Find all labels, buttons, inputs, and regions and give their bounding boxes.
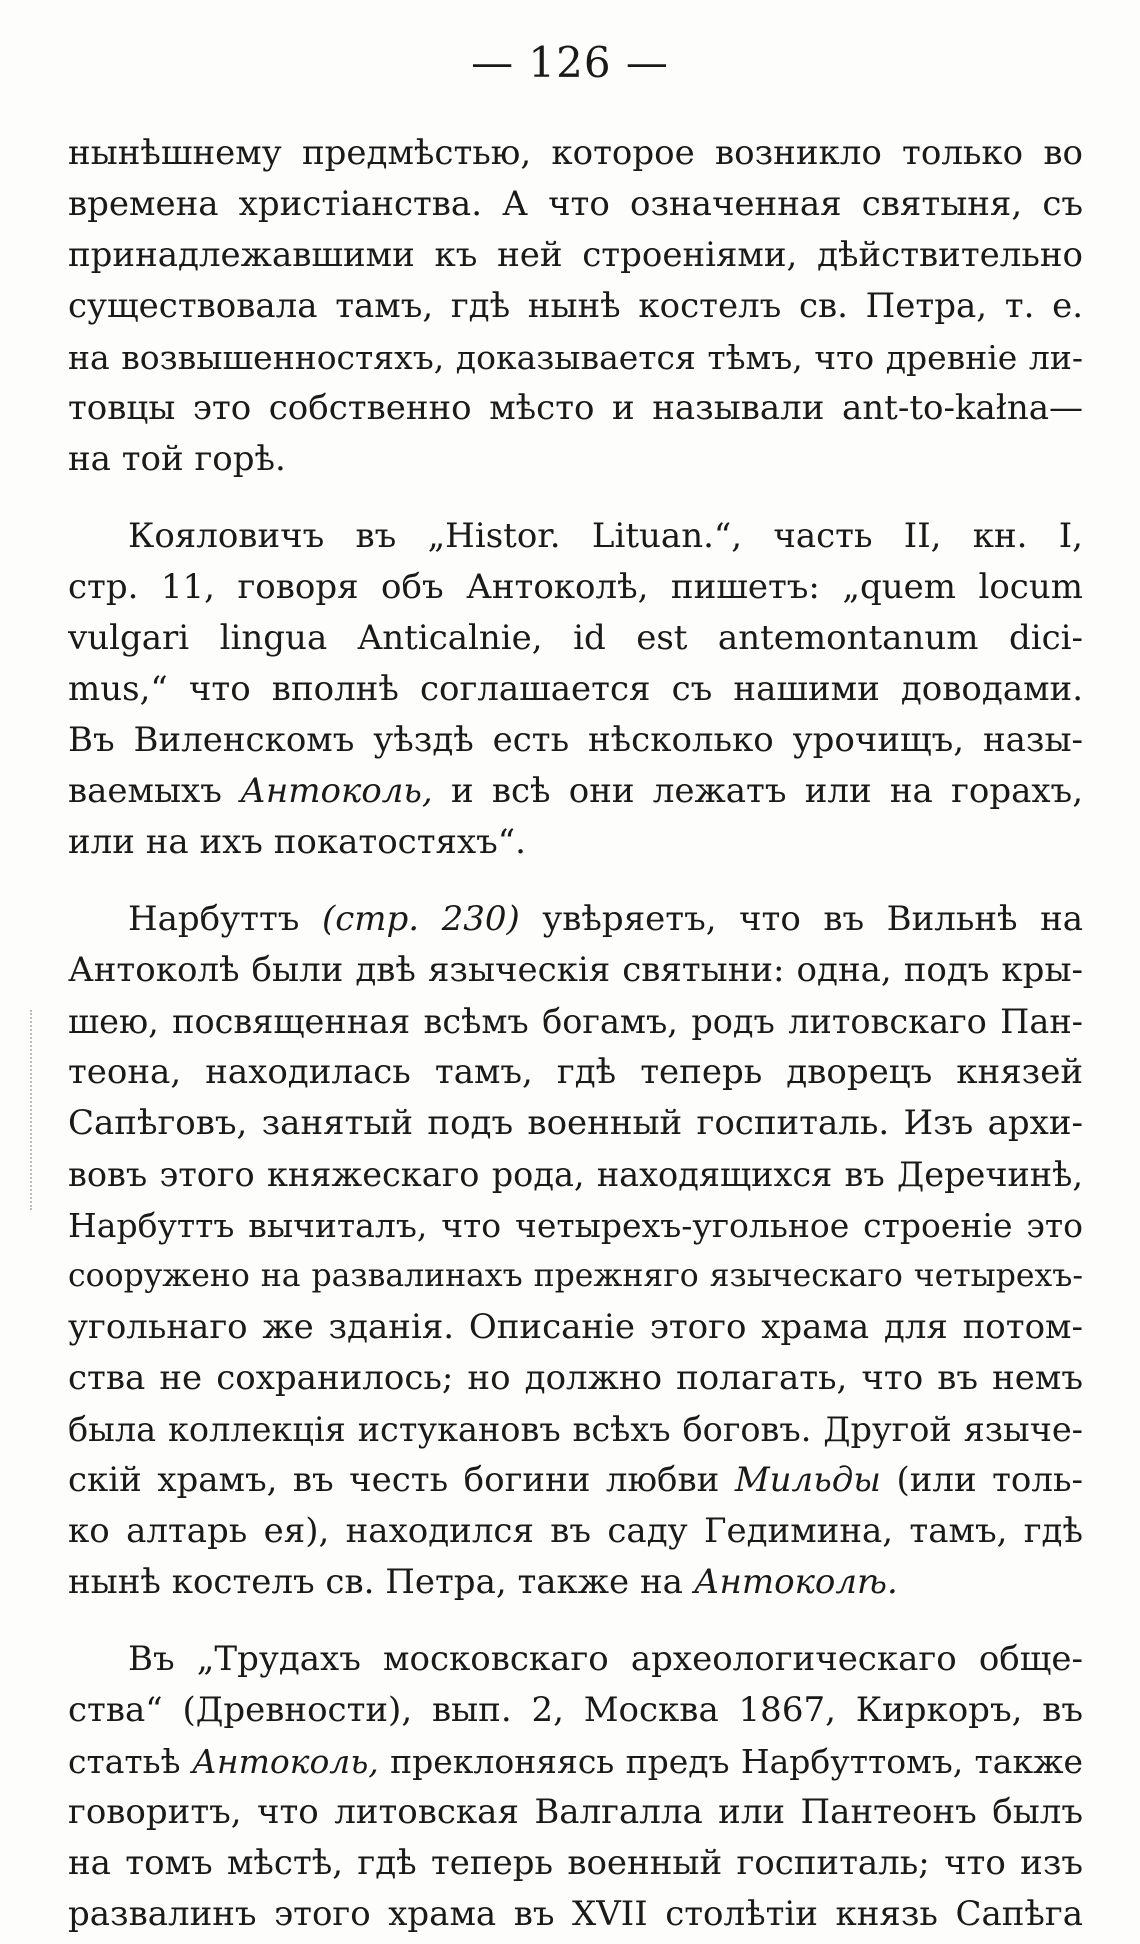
text-line xyxy=(68,1506,1083,1557)
text-line xyxy=(68,817,1083,868)
text-line xyxy=(68,281,1083,332)
text-line xyxy=(68,1149,1083,1200)
text-line xyxy=(68,511,1083,562)
line-text: принадлежавшими къ ней строеніями, дѣйствительно xyxy=(68,235,1083,275)
line-text: увѣряетъ, что въ Вильнѣ на xyxy=(519,899,1083,939)
text-line xyxy=(68,1685,1083,1736)
line-text: преклоняясь предъ Нарбуттомъ, также xyxy=(378,1742,1083,1781)
italic-term: Мильды xyxy=(734,1460,881,1500)
line-text: ства“ (Древности), вып. 2, Москва 1867, Киркоръ, въ xyxy=(68,1690,1083,1730)
text-line xyxy=(68,1838,1083,1889)
text-line xyxy=(68,894,1083,945)
text-line xyxy=(68,664,1083,715)
text-line xyxy=(68,1557,1083,1608)
text-line xyxy=(68,996,1083,1047)
text-line xyxy=(68,715,1083,766)
text-line xyxy=(68,383,1083,434)
line-text: скій храмъ, въ честь богини любви xyxy=(68,1460,735,1500)
line-text: (или толь- xyxy=(880,1460,1083,1500)
line-text: Кояловичъ въ „Histor. Lituan.“, часть II, кн. I, xyxy=(128,516,1083,556)
text-line xyxy=(68,1455,1083,1506)
line-text: нынѣ костелъ св. Петра, также на xyxy=(68,1562,694,1602)
line-text: Нарбуттъ xyxy=(128,899,322,939)
line-text: Нарбуттъ вычиталъ, что четырехъ-угольное строеніе это xyxy=(68,1206,1083,1245)
italic-term: Антоколь, xyxy=(240,771,433,811)
italic-term: (стр. 230) xyxy=(321,899,520,939)
line-text: ваемыхъ xyxy=(68,771,241,811)
line-text: Антоколѣ были двѣ языческія святыни: одна, подъ кры- xyxy=(68,950,1083,990)
line-text: развалинъ этого храма въ XVII столѣтіи князь Сапѣга xyxy=(68,1894,1083,1934)
line-text: статьѣ xyxy=(68,1742,192,1781)
body-text xyxy=(68,128,1083,1940)
line-text: на той горѣ. xyxy=(68,439,286,479)
line-text: была коллекція истукановъ всѣхъ боговъ. Другой языче- xyxy=(68,1410,1083,1449)
text-line xyxy=(68,1047,1083,1098)
line-text: вовъ этого княжескаго рода, находящихся въ Деречинѣ, xyxy=(68,1155,1083,1194)
italic-term: Антоколь, xyxy=(191,1742,379,1781)
text-line xyxy=(68,230,1083,281)
line-text: ко алтарь ея), находился въ саду Гедимина, тамъ, гдѣ xyxy=(68,1511,1083,1551)
text-line xyxy=(68,1736,1083,1787)
text-line xyxy=(68,945,1083,996)
line-text: vulgari lingua Anticalnie, id est antemontanum dici- xyxy=(68,618,1083,658)
text-line xyxy=(68,332,1083,383)
line-text: шею, посвященная всѣмъ богамъ, родъ литовскаго Пан- xyxy=(68,1002,1083,1041)
text-line xyxy=(68,613,1083,664)
line-text: Въ Виленскомъ уѣздѣ есть нѣсколько урочищъ, назы- xyxy=(68,720,1083,760)
text-line xyxy=(68,1404,1083,1455)
line-text: нынѣшнему предмѣстью, которое возникло только во xyxy=(68,133,1083,173)
text-line xyxy=(68,434,1083,485)
line-text: на возвышенностяхъ, доказывается тѣмъ, что древніе ли- xyxy=(68,338,1083,377)
text-line xyxy=(68,179,1083,230)
text-line xyxy=(68,1251,1083,1302)
paragraph-gap xyxy=(68,485,1083,511)
line-text: Въ „Трудахъ московскаго археологическаго обще- xyxy=(128,1639,1083,1679)
page-number: — 126 — xyxy=(471,38,669,87)
line-text: mus,“ что вполнѣ соглашается съ нашими доводами. xyxy=(68,669,1083,709)
text-line xyxy=(68,128,1083,179)
text-line xyxy=(68,766,1083,817)
text-line xyxy=(68,1098,1083,1149)
paragraph-gap xyxy=(68,1608,1083,1634)
line-text: существовала тамъ, гдѣ нынѣ костелъ св. Петра, т. е. xyxy=(68,286,1083,326)
line-text: и всѣ они лежатъ или на горахъ, xyxy=(432,771,1083,811)
text-line xyxy=(68,1787,1083,1838)
line-text: или на ихъ покатостяхъ“. xyxy=(68,822,526,862)
italic-term: Антоколѣ. xyxy=(693,1562,898,1602)
paragraph-gap xyxy=(68,868,1083,894)
line-text: стр. 11, говоря объ Антоколѣ, пишетъ: „quem locum xyxy=(68,567,1083,607)
text-line xyxy=(68,1353,1083,1404)
text-line xyxy=(68,1634,1083,1685)
line-text: угольнаго же зданія. Описаніе этого храма для потом- xyxy=(68,1307,1083,1347)
text-line xyxy=(68,1889,1083,1940)
line-text: товцы это собственно мѣсто и называли ant-to-kałna— xyxy=(68,388,1083,428)
line-text: говоритъ, что литовская Валгалла или Пантеонъ былъ xyxy=(68,1792,1083,1832)
line-text: теона, находилась тамъ, гдѣ теперь дворецъ князей xyxy=(68,1052,1083,1092)
line-text: сооружено на развалинахъ прежняго языческаго четырехъ- xyxy=(68,1258,1083,1294)
line-text: ства не сохранилось; но должно полагать, что въ немъ xyxy=(68,1358,1083,1398)
margin-mark xyxy=(30,1010,36,1210)
text-line xyxy=(68,1200,1083,1251)
line-text: Сапѣговъ, занятый подъ военный госпиталь. Изъ архи- xyxy=(68,1103,1083,1143)
line-text: на томъ мѣстѣ, гдѣ теперь военный госпиталь; что изъ xyxy=(68,1843,1083,1883)
line-text: времена христіанства. А что означенная святыня, съ xyxy=(68,184,1083,224)
text-line xyxy=(68,562,1083,613)
text-line xyxy=(68,1302,1083,1353)
